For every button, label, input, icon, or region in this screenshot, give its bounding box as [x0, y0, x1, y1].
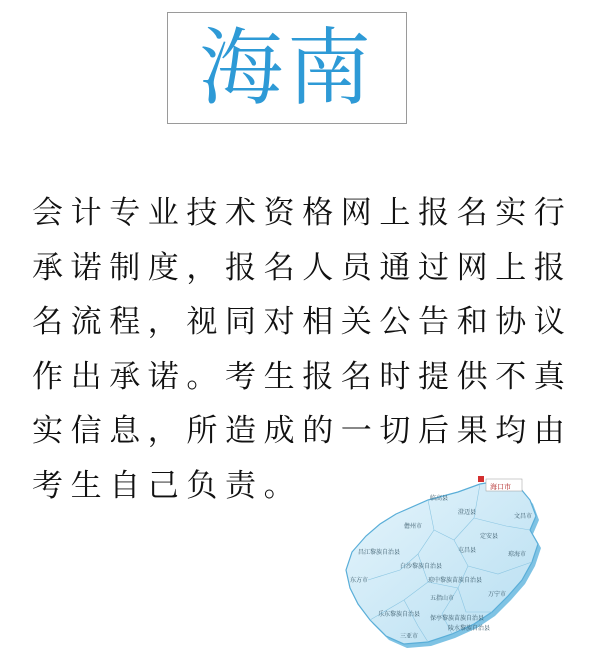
map-label: 三亚市 — [400, 633, 419, 640]
notice-line: 考生自己负责。 — [32, 467, 303, 504]
map-label: 东方市 — [350, 577, 369, 584]
map-label: 琼中黎族苗族自治县 — [428, 577, 483, 584]
page-title: 海南 — [198, 19, 375, 117]
map-label: 五指山市 — [430, 595, 455, 602]
map-label: 万宁市 — [488, 591, 507, 598]
map-label: 乐东黎族自治县 — [378, 611, 421, 618]
map-label: 保亭黎族苗族自治县 — [430, 615, 485, 622]
notice-line: 实信息，所造成的一切后果均由 — [32, 413, 573, 449]
notice-line: 名流程，视同对相关公告和协议 — [32, 304, 573, 340]
map-label: 海口市 — [490, 483, 511, 491]
map-label: 定安县 — [480, 533, 499, 540]
map-label: 白沙黎族自治县 — [400, 563, 443, 570]
map-label: 临高县 — [430, 495, 449, 502]
map-label: 琼海市 — [508, 551, 527, 558]
map-label: 昌江黎族自治县 — [358, 549, 401, 556]
map-label: 澄迈县 — [458, 509, 477, 516]
title-box — [167, 12, 407, 124]
notice-line: 承诺制度，报名人员通过网上报 — [32, 249, 573, 286]
notice-line: 会计专业技术资格网上报名实行 — [32, 195, 573, 231]
map-label: 陵水黎族自治县 — [448, 625, 491, 632]
map-label: 屯昌县 — [458, 547, 477, 554]
map-label: 文昌市 — [514, 513, 533, 520]
notice-line: 作出承诺。考生报名时提供不真 — [32, 358, 573, 395]
map-label: 儋州市 — [404, 523, 423, 530]
hainan-map — [308, 470, 568, 660]
notice-paragraph — [32, 186, 592, 513]
